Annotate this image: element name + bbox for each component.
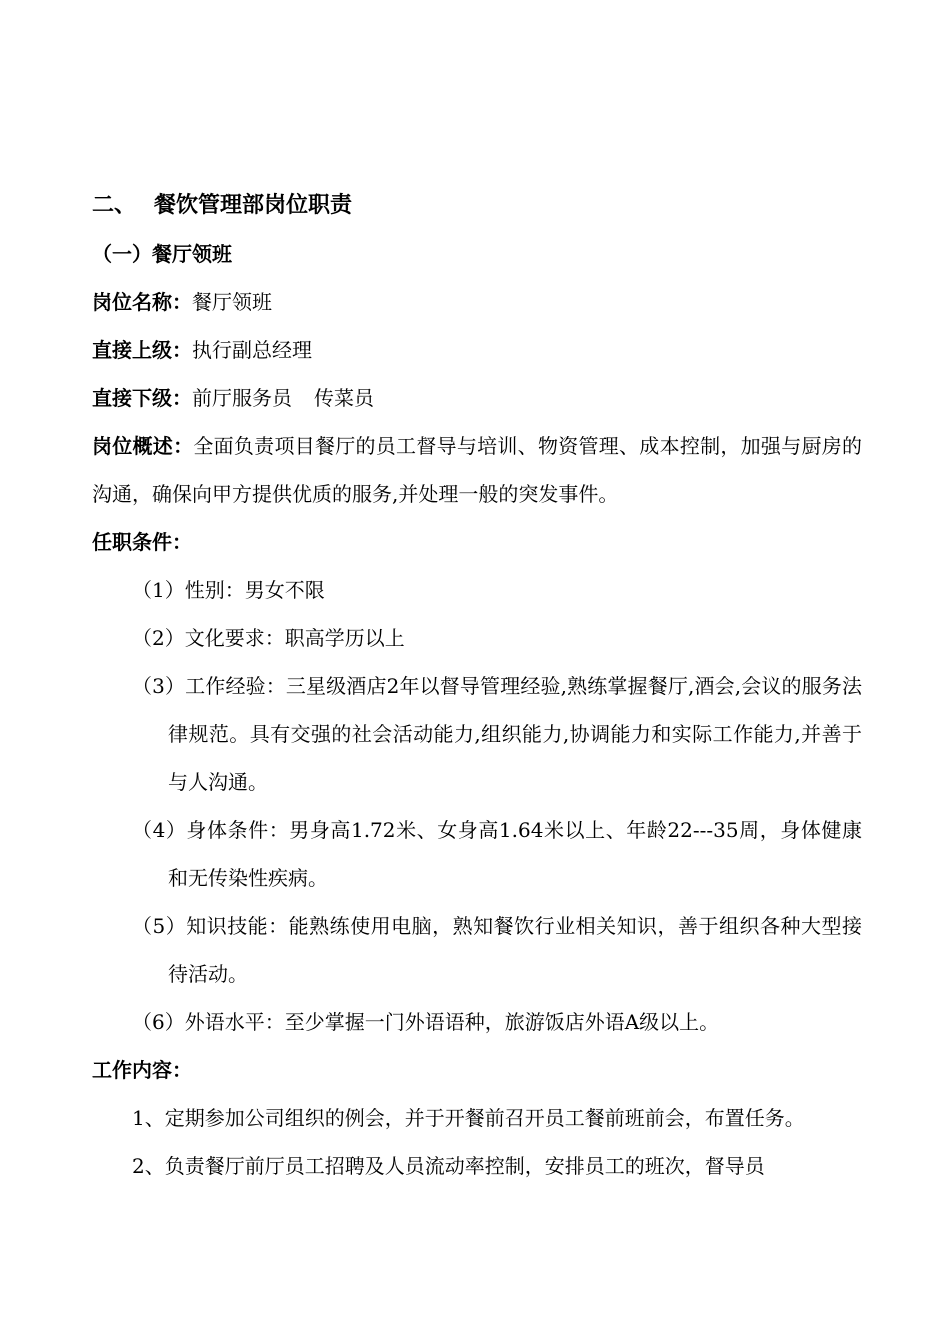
requirement-item: （5）知识技能：能熟练使用电脑，熟知餐饮行业相关知识，善于组织各种大型接待活动。 [132, 914, 862, 986]
requirement-item: （2）文化要求：职高学历以上 [132, 626, 405, 650]
position-value: 餐厅领班 [192, 290, 272, 314]
overview-label: 岗位概述： [92, 434, 194, 458]
requirement-item: （1）性别：男女不限 [132, 578, 325, 602]
requirements-heading: 任职条件： [92, 530, 192, 554]
field-overview [92, 422, 862, 518]
duty-item: 1、定期参加公司组织的例会，并于开餐前召开员工餐前班前会，布置任务。 [132, 1106, 805, 1130]
position-label: 岗位名称： [92, 290, 192, 314]
document-content [92, 188, 862, 1190]
subordinate-label: 直接下级： [92, 386, 192, 410]
section-number: 二、 [92, 193, 137, 218]
field-superior [92, 326, 862, 374]
requirement-item: （6）外语水平：至少掌握一门外语语种，旅游饭店外语A级以上。 [132, 1010, 720, 1034]
duties-heading: 工作内容： [92, 1058, 192, 1082]
overview-value: 全面负责项目餐厅的员工督导与培训、物资管理、成本控制，加强与厨房的沟通，确保向甲方提供优质的服务,并处理一般的突发事件。 [92, 434, 863, 506]
requirement-item: （4）身体条件：男身高1.72米、女身高1.64米以上、年龄22---35周，身体健康和无传染性疾病。 [132, 818, 862, 890]
field-subordinate [92, 374, 862, 422]
section-title: 餐饮管理部岗位职责 [154, 193, 353, 218]
field-position [92, 278, 862, 326]
subordinate-value-2: 传菜员 [314, 386, 374, 410]
requirement-item: （3）工作经验：三星级酒店2年以督导管理经验,熟练掌握餐厅,酒会,会议的服务法律规范。具有交强的社会活动能力,组织能力,协调能力和实际工作能力,并善于与人沟通。 [132, 674, 862, 794]
superior-value: 执行副总经理 [192, 338, 312, 362]
duty-item: 2、负责餐厅前厅员工招聘及人员流动率控制，安排员工的班次，督导员 [132, 1154, 765, 1178]
subordinate-value-1: 前厅服务员 [192, 386, 292, 410]
section-heading [92, 188, 862, 224]
superior-label: 直接上级： [92, 338, 192, 362]
subsection-heading: （一）餐厅领班 [92, 242, 232, 266]
